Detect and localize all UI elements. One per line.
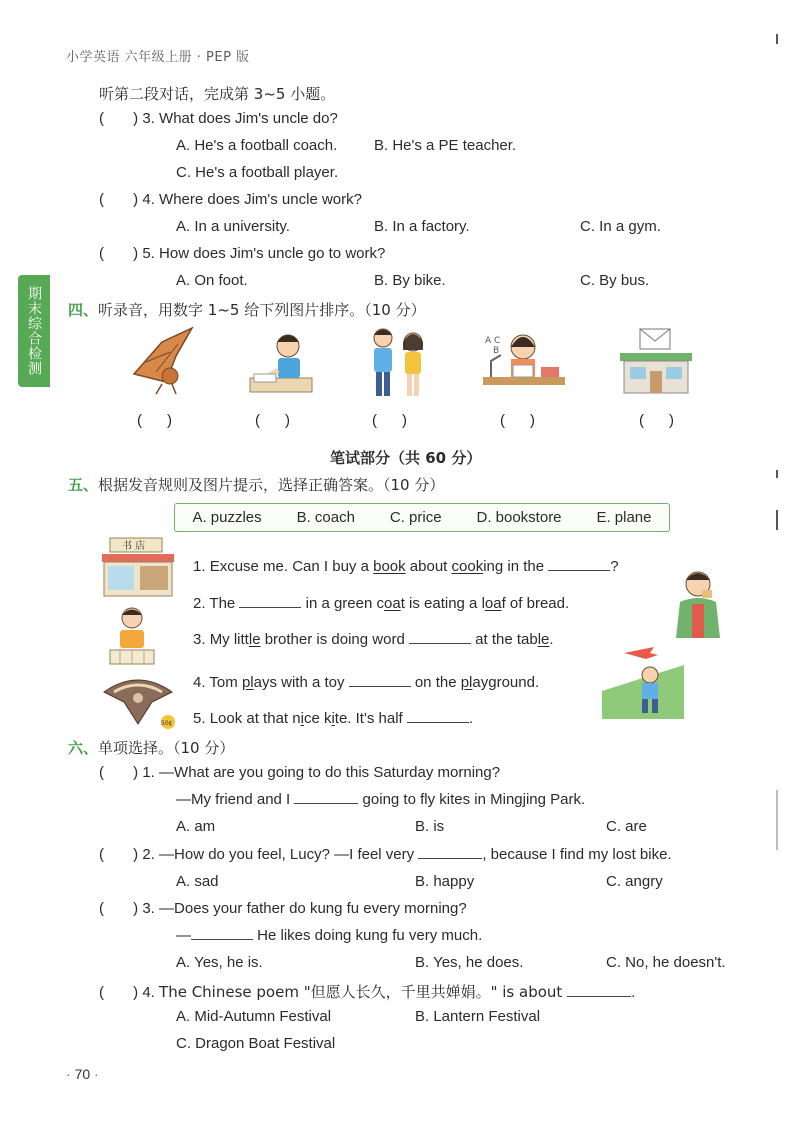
option: B. Lantern Festival xyxy=(415,1008,541,1025)
choice-question-1: ( ) 1. —What are you going to do this Saturday morning? xyxy=(99,764,501,781)
side-tab: 期末综合检测 xyxy=(18,275,50,387)
word-option: B. coach xyxy=(296,509,355,526)
bookstore-icon xyxy=(100,536,176,598)
boy-puzzle-icon xyxy=(106,604,158,666)
word-option: E. plane xyxy=(596,509,652,526)
answer-blank[interactable] xyxy=(294,802,358,804)
answer-blank[interactable] xyxy=(409,642,471,644)
boy-writing-icon xyxy=(248,326,314,396)
answer-paren[interactable]: ( ) xyxy=(639,412,674,429)
kite-icon xyxy=(126,322,200,396)
edge-mark xyxy=(776,470,778,478)
answer-blank[interactable] xyxy=(191,938,253,940)
choice-question-3: ( ) 3. —Does your father do kung fu every morning? xyxy=(99,900,467,917)
boy-and-girl-icon xyxy=(365,324,433,402)
boy-eating-icon xyxy=(666,568,730,640)
answer-blank[interactable] xyxy=(407,721,469,723)
word-option: D. bookstore xyxy=(476,509,562,526)
choice-question-4: ( ) 4. The Chinese poem "但愿人长久，千里共婵娟。" is about . xyxy=(99,983,636,1001)
answer-blank[interactable] xyxy=(349,685,411,687)
option: B. is xyxy=(415,818,445,835)
edge-mark xyxy=(776,34,778,44)
svg-text:B: B xyxy=(493,346,500,356)
question-5: ( ) 5. How does Jim's uncle go to work? xyxy=(99,245,386,262)
question-line: —My friend and I going to fly kites in Mingjing Park. xyxy=(176,791,586,808)
edge-mark xyxy=(776,790,778,850)
kite-bird-icon xyxy=(100,672,176,730)
instruction: 听第二段对话，完成第 3~5 小题。 xyxy=(99,85,336,103)
sentence-5: 5. Look at that nice kite. It's half . xyxy=(193,710,474,727)
question-number: 4. xyxy=(142,191,155,208)
question-line: — He likes doing kung fu very much. xyxy=(176,927,483,944)
boy-plane-icon xyxy=(602,645,684,719)
word-option: A. puzzles xyxy=(192,509,262,526)
option: A. He's a football coach. xyxy=(176,137,338,154)
word-bank xyxy=(174,503,670,532)
girl-reading-icon xyxy=(483,325,565,395)
option: A. am xyxy=(176,818,216,835)
answer-paren[interactable]: ( ) xyxy=(500,412,535,429)
post-office-icon xyxy=(618,325,694,397)
answer-blank[interactable] xyxy=(239,606,301,608)
option: A. Yes, he is. xyxy=(176,954,263,971)
option: B. By bike. xyxy=(374,272,446,289)
option: B. He's a PE teacher. xyxy=(374,137,517,154)
question-number: 3. xyxy=(142,110,155,127)
sentence-3: 3. My little brother is doing word at the table. xyxy=(193,631,554,648)
written-part-title: 笔试部分（共 60 分） xyxy=(330,449,482,467)
answer-blank[interactable] xyxy=(418,857,482,859)
question-3: ( ) 3. What does Jim's uncle do? xyxy=(99,110,338,127)
edge-mark xyxy=(776,510,778,530)
svg-text:A C: A C xyxy=(485,336,501,346)
option: B. In a factory. xyxy=(374,218,470,235)
option: B. happy xyxy=(415,873,475,890)
section-6-title: 六、单项选择。（10 分） xyxy=(68,739,235,757)
option: B. Yes, he does. xyxy=(415,954,524,971)
question-stem: How does Jim's uncle go to work? xyxy=(159,245,386,262)
word-option: C. price xyxy=(389,509,442,526)
option: A. Mid-Autumn Festival xyxy=(176,1008,332,1025)
option: C. He's a football player. xyxy=(176,164,339,181)
option: A. sad xyxy=(176,873,219,890)
choice-question-2: ( ) 2. —How do you feel, Lucy? —I feel very , because I find my lost bike. xyxy=(99,846,672,863)
price-tag: 50¢ xyxy=(161,720,173,727)
answer-blank[interactable] xyxy=(548,569,610,571)
bookstore-sign: 书 店 xyxy=(122,541,146,552)
answer-paren[interactable]: ( ) xyxy=(372,412,407,429)
page-number: · 70 · xyxy=(66,1066,99,1082)
answer-blank[interactable] xyxy=(567,995,631,997)
option: C. are xyxy=(606,818,647,835)
option: A. In a university. xyxy=(176,218,290,235)
option: A. On foot. xyxy=(176,272,248,289)
running-title: 小学英语 六年级上册 · PEP 版 xyxy=(66,50,250,65)
option: C. Dragon Boat Festival xyxy=(176,1035,336,1052)
sentence-2: 2. The in a green coat is eating a loaf of bread. xyxy=(193,595,570,612)
option: C. No, he doesn't. xyxy=(606,954,726,971)
answer-paren[interactable]: ( ) xyxy=(255,412,290,429)
question-stem: Where does Jim's uncle work? xyxy=(159,191,362,208)
section-4-title: 四、听录音，用数字 1~5 给下列图片排序。（10 分） xyxy=(68,301,426,319)
question-4: ( ) 4. Where does Jim's uncle work? xyxy=(99,191,362,208)
option: C. By bus. xyxy=(580,272,650,289)
question-stem: What does Jim's uncle do? xyxy=(159,110,338,127)
answer-paren[interactable]: ( ) xyxy=(137,412,172,429)
option: C. In a gym. xyxy=(580,218,661,235)
question-number: 5. xyxy=(142,245,155,262)
option: C. angry xyxy=(606,873,663,890)
sentence-4: 4. Tom plays with a toy on the playground. xyxy=(193,674,540,691)
sentence-1: 1. Excuse me. Can I buy a book about cooking in the ? xyxy=(193,558,619,575)
section-5-title: 五、根据发音规则及图片提示，选择正确答案。（10 分） xyxy=(68,476,445,494)
